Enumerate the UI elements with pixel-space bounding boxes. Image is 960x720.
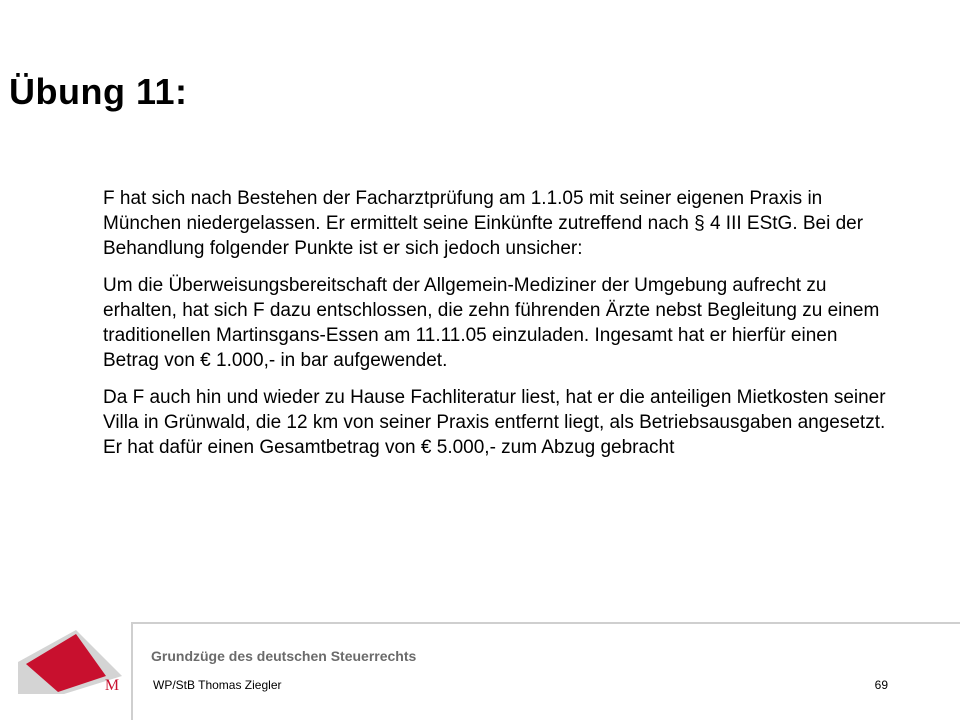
logo-letter: M [104,677,120,694]
footer-course-title: Grundzüge des deutschen Steuerrechts [151,648,417,664]
footer-divider-horizontal [131,622,960,624]
footer-author: WP/StB Thomas Ziegler [153,678,282,692]
footer-divider-vertical [131,622,133,720]
paragraph-dinner-invitation: Um die Überweisungsbereitschaft der Allgemein-Mediziner der Umgebung aufrecht zu erhalten, hat sich F dazu entschlossen, die zehn führenden Ärzte nebst Begleitung zu einem traditionellen Martinsgans-Essen am 11.11.05 einzuladen. Ingesamt hat er hierfür einen Betrag von € 1.000,- in bar aufgewendet. [103,275,880,371]
slide-body [103,186,895,472]
paragraph-home-office: Da F auch hin und wieder zu Hause Fachliteratur liest, hat er die anteiligen Mietkosten seiner Villa in Grünwald, die 12 km von seiner Praxis entfernt liegt, als Betriebsausgaben angesetzt. Er hat dafür einen Gesamtbetrag von € 5.000,- zum Abzug gebracht [103,387,886,458]
footer-page-number: 69 [874,678,888,692]
paragraph-intro: F hat sich nach Bestehen der Facharztprüfung am 1.1.05 mit seiner eigenen Praxis in München niedergelassen. Er ermittelt seine Einkünfte zutreffend nach § 4 III EStG. Bei der Behandlung folgender Punkte ist er sich jedoch unsicher: [103,188,864,259]
slide-title: Übung 11: [9,71,188,112]
university-logo [18,624,124,694]
